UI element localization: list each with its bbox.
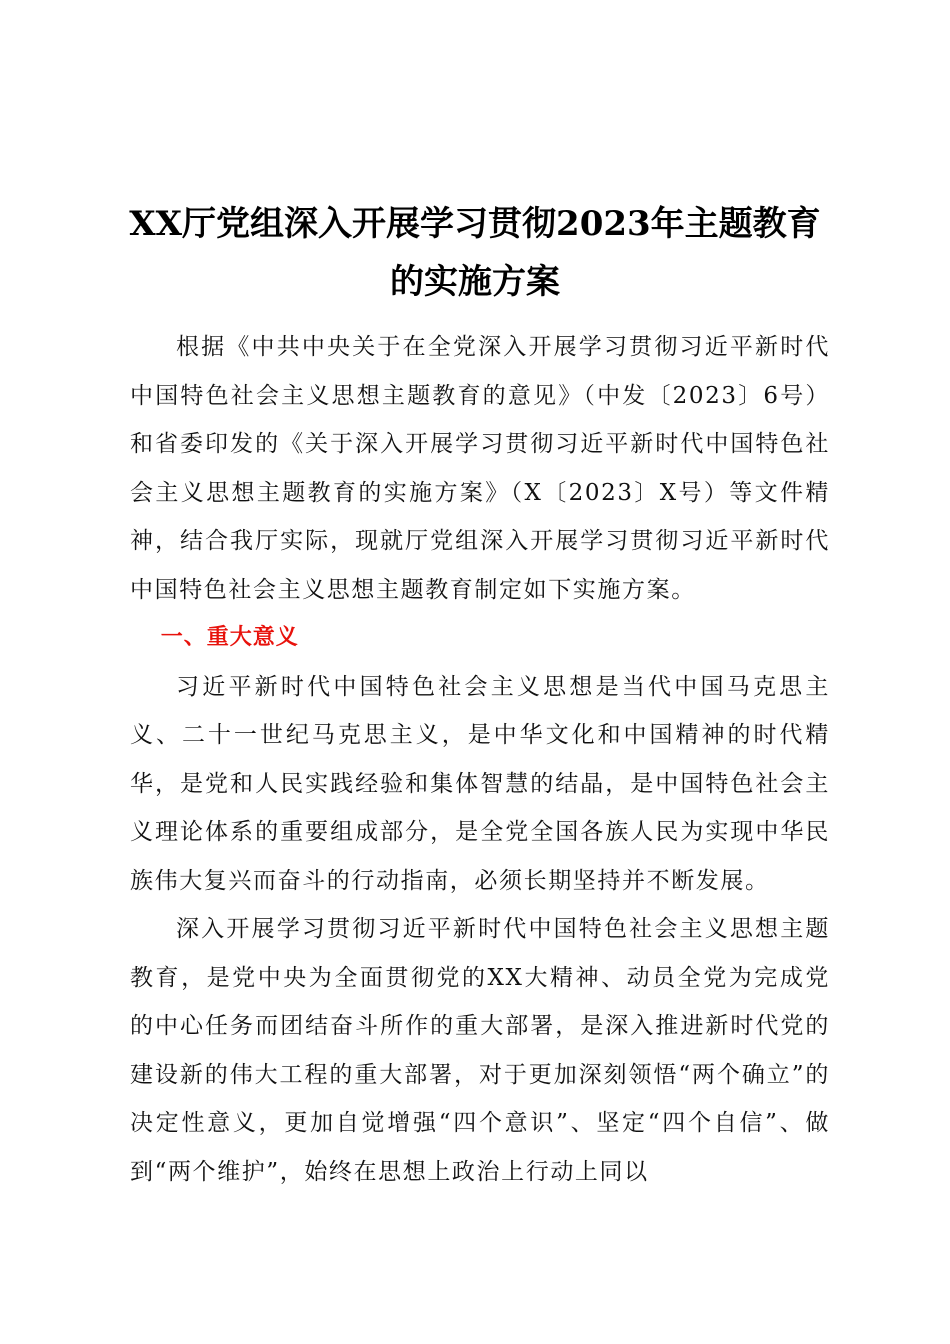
document-title bbox=[110, 195, 840, 311]
title-line-2: 的实施方案 bbox=[390, 261, 560, 302]
title-line-1: XX厅党组深入开展学习贯彻2023年主题教育 bbox=[129, 203, 821, 244]
significance-paragraph-1: 习近平新时代中国特色社会主义思想是当代中国马克思主义、二十一世纪马克思主义，是中华文化和中国精神的时代精华，是党和人民实践经验和集体智慧的结晶，是中国特色社会主义理论体系的重要组成部分，是全党全国各族人民为实现中华民族伟大复兴而奋斗的行动指南，必须长期坚持并不断发展。 bbox=[130, 673, 830, 894]
intro-paragraph: 根据《中共中央关于在全党深入开展学习贯彻习近平新时代中国特色社会主义思想主题教育的意见》（中发〔2023〕6号）和省委印发的《关于深入开展学习贯彻习近平新时代中国特色社会主义思想主题教育的实施方案》（X〔2023〕X号）等文件精神，结合我厅实际，现就厅党组深入开展学习贯彻习近平新时代中国特色社会主义思想主题教育制定如下实施方案。 bbox=[130, 334, 830, 603]
document-body bbox=[130, 323, 830, 1196]
section-heading-significance: 一、重大意义 bbox=[160, 625, 299, 650]
significance-paragraph-2: 深入开展学习贯彻习近平新时代中国特色社会主义思想主题教育，是党中央为全面贯彻党的XX大精神、动员全党为完成党的中心任务而团结奋斗所作的重大部署，是深入推进新时代党的建设新的伟大工程的重大部署，对于更加深刻领悟“两个确立”的决定性意义，更加自觉增强“四个意识”、坚定“四个自信”、做到“两个维护”，始终在思想上政治上行动上同以 bbox=[130, 916, 830, 1185]
